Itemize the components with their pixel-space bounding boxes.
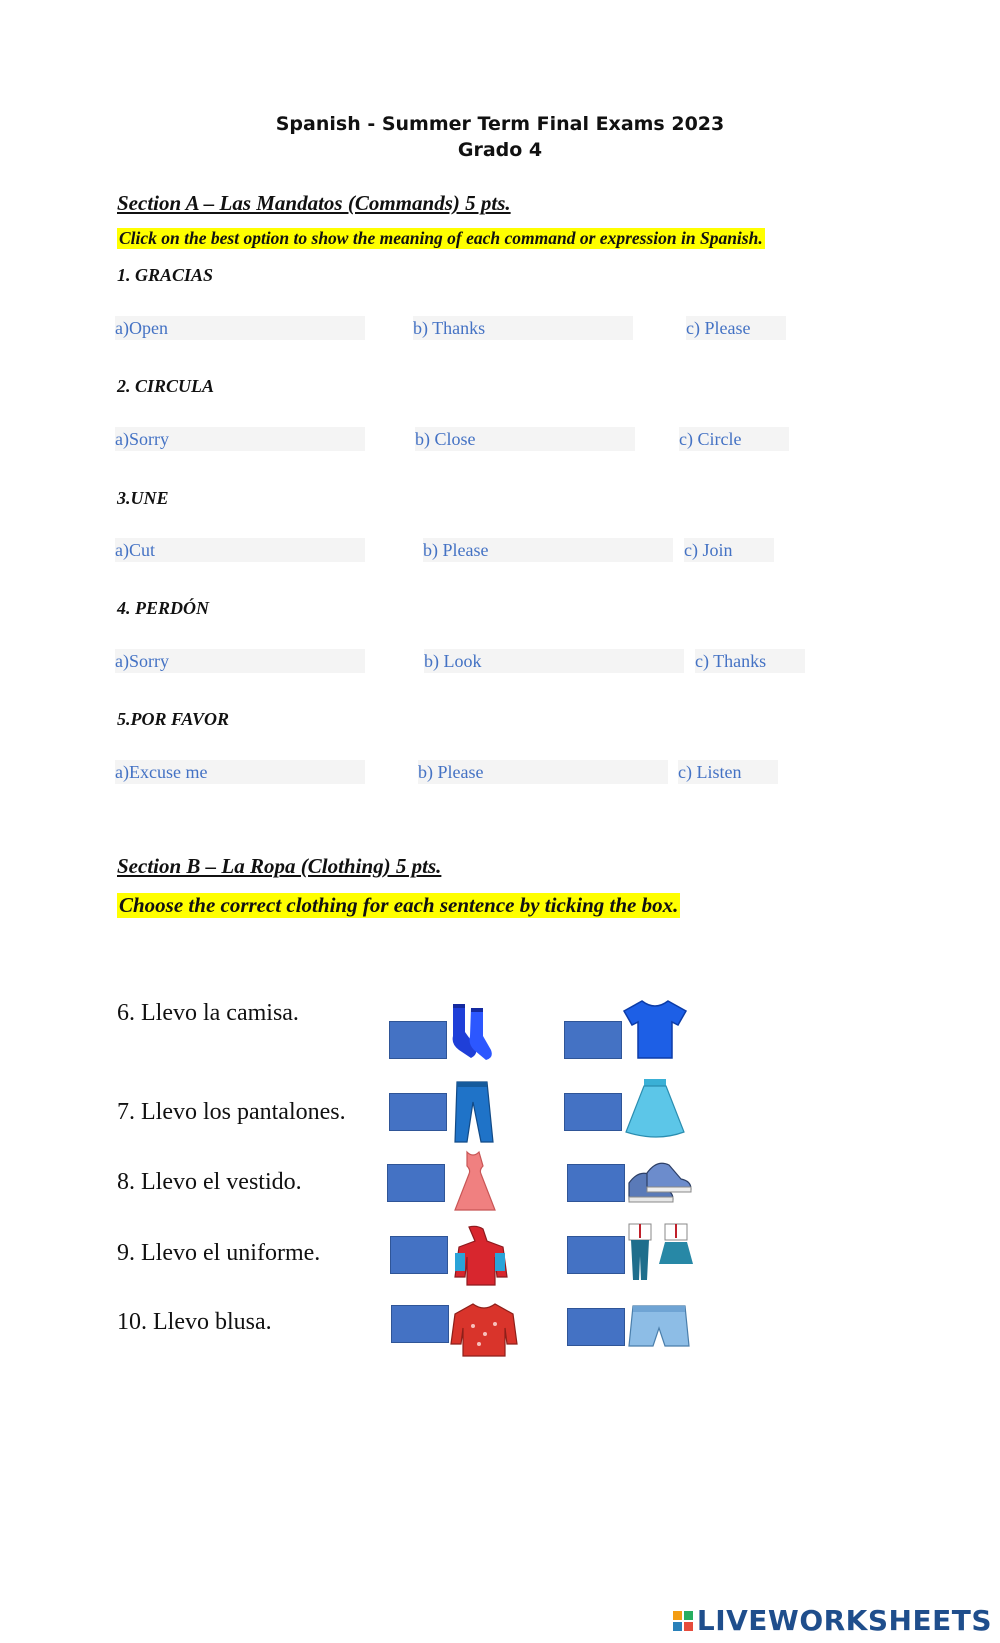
q3-option-c[interactable]: c) Join	[684, 538, 774, 562]
liveworksheets-logo	[673, 1604, 992, 1637]
item-7-right-checkbox[interactable]	[564, 1093, 622, 1131]
pants-icon	[443, 1080, 513, 1146]
q2-option-b[interactable]: b) Close	[415, 427, 635, 451]
question-4-label: 4. PERDÓN	[117, 598, 210, 618]
item-9-left-checkbox[interactable]	[390, 1236, 448, 1274]
tshirt-icon	[620, 997, 690, 1063]
item-8-sentence: 8. Llevo el vestido.	[117, 1169, 302, 1195]
item-10-sentence: 10. Llevo blusa.	[117, 1309, 272, 1335]
section-a-instruction: Click on the best option to show the meaning of each command or expression in Spanish.	[119, 228, 763, 248]
school-uniform-icon	[625, 1218, 695, 1284]
q5-option-a[interactable]: a)Excuse me	[115, 760, 365, 784]
q1-option-c[interactable]: c) Please	[686, 316, 786, 340]
item-8-right-checkbox[interactable]	[567, 1164, 625, 1202]
logo-mark-icon	[673, 1611, 693, 1631]
q2-option-c[interactable]: c) Circle	[679, 427, 789, 451]
item-6-left-checkbox[interactable]	[389, 1021, 447, 1059]
q3-option-b[interactable]: b) Please	[423, 538, 673, 562]
section-b-title: Section B – La Ropa (Clothing) 5 pts.	[117, 854, 442, 878]
question-3-label: 3.UNE	[117, 488, 169, 508]
q5-option-b[interactable]: b) Please	[418, 760, 668, 784]
shorts-icon	[627, 1300, 697, 1366]
question-2-label: 2. CIRCULA	[117, 376, 215, 396]
item-7-sentence: 7. Llevo los pantalones.	[117, 1099, 346, 1125]
section-b-instruction: Choose the correct clothing for each sentence by ticking the box.	[119, 893, 679, 917]
item-6-right-checkbox[interactable]	[564, 1021, 622, 1059]
q3-option-a[interactable]: a)Cut	[115, 538, 365, 562]
q1-option-a[interactable]: a)Open	[115, 316, 365, 340]
item-6-sentence: 6. Llevo la camisa.	[117, 1000, 299, 1026]
question-5-label: 5.POR FAVOR	[117, 709, 230, 729]
q4-option-a[interactable]: a)Sorry	[115, 649, 365, 673]
item-7-left-checkbox[interactable]	[389, 1093, 447, 1131]
item-8-left-checkbox[interactable]	[387, 1164, 445, 1202]
q2-option-a[interactable]: a)Sorry	[115, 427, 365, 451]
item-10-left-checkbox[interactable]	[391, 1305, 449, 1343]
sneakers-icon	[625, 1153, 695, 1219]
page-title: Spanish - Summer Term Final Exams 2023	[275, 113, 725, 135]
grade-label: Grado 4	[457, 139, 543, 161]
q1-option-b[interactable]: b) Thanks	[413, 316, 633, 340]
item-9-sentence: 9. Llevo el uniforme.	[117, 1240, 321, 1266]
item-9-right-checkbox[interactable]	[567, 1236, 625, 1274]
q4-option-c[interactable]: c) Thanks	[695, 649, 805, 673]
brand-text: LIVEWORKSHEETS	[696, 1604, 992, 1637]
socks-icon	[443, 1000, 513, 1066]
blouse-icon	[449, 1300, 519, 1366]
dress-icon	[441, 1150, 511, 1216]
q4-option-b[interactable]: b) Look	[424, 649, 684, 673]
q5-option-c[interactable]: c) Listen	[678, 760, 778, 784]
question-1-label: 1. GRACIAS	[117, 265, 214, 285]
item-10-right-checkbox[interactable]	[567, 1308, 625, 1346]
section-a-title: Section A – Las Mandatos (Commands) 5 pts.	[117, 191, 511, 215]
skirt-icon	[620, 1077, 690, 1143]
jacket-icon	[447, 1225, 517, 1291]
